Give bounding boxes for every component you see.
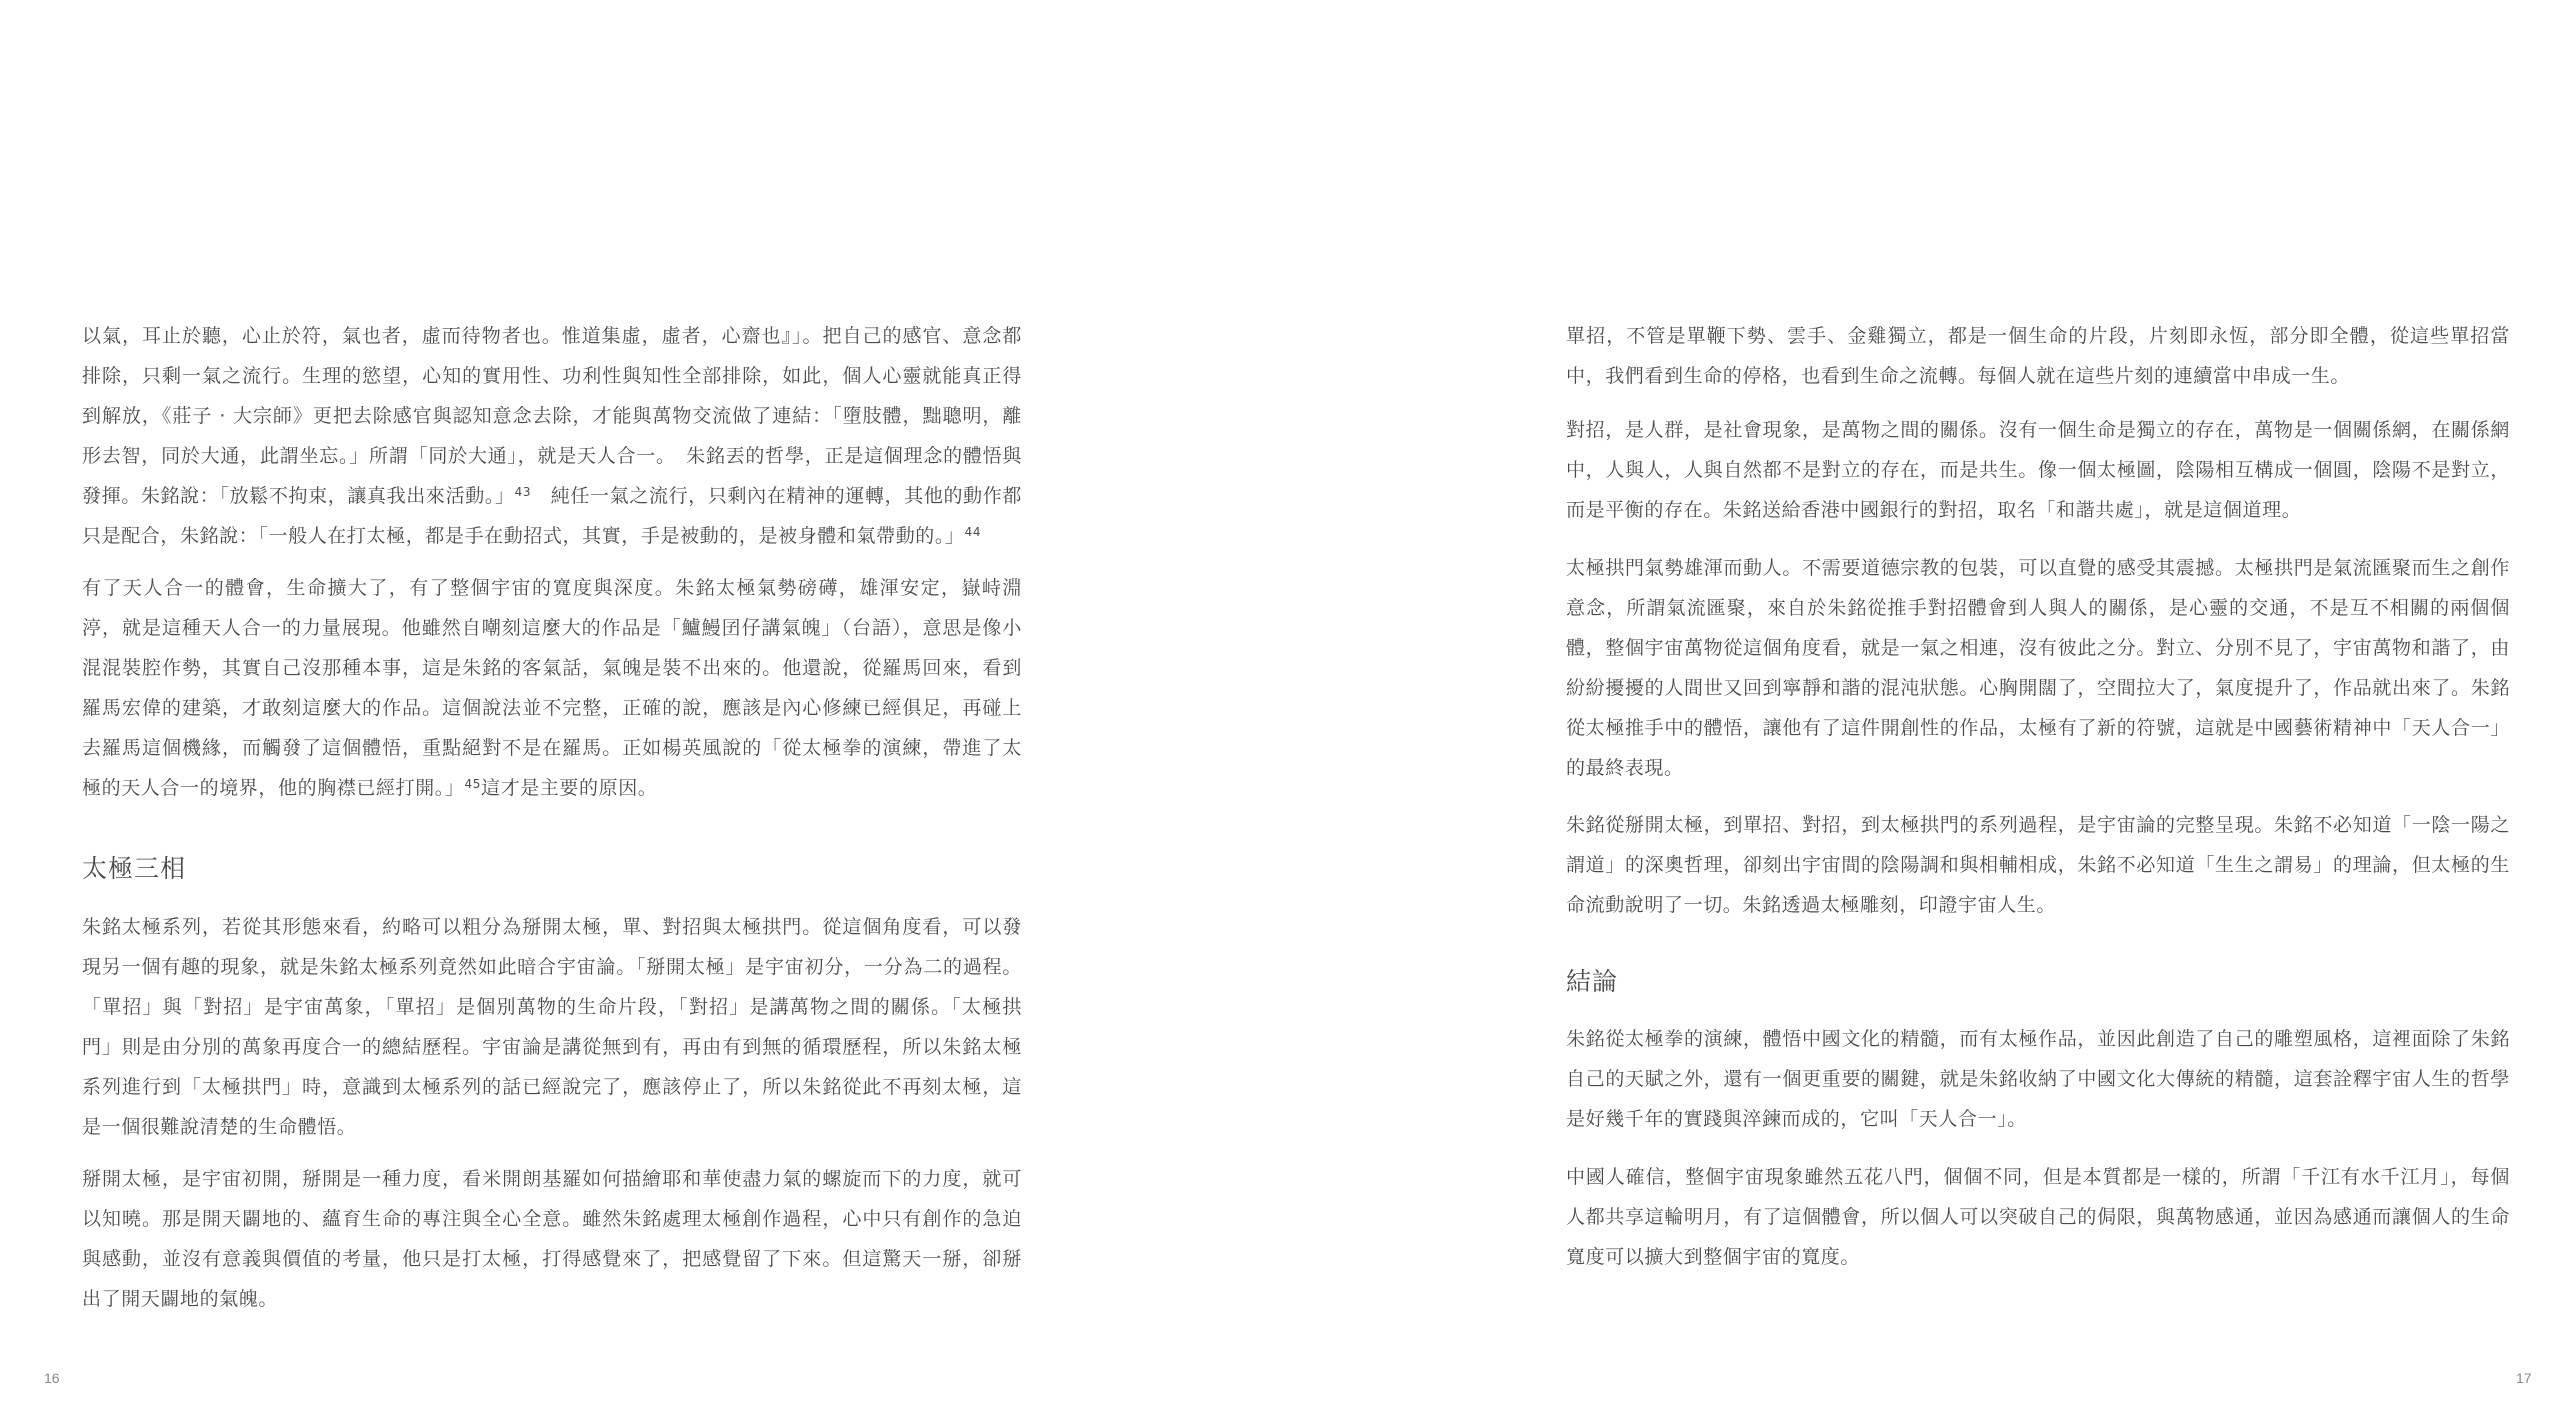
- paragraph: 太極拱門氣勢雄渾而動人。不需要道德宗教的包裝，可以直覺的感受其震撼。太極拱門是氣流匯聚而生之創作意念，所謂氣流匯聚，來自於朱銘從推手對招體會到人與人的關係，是心靈的交通，不是互不相關的兩個個體，整個宇宙萬物從這個角度看，就是一氣之相連，沒有彼此之分。對立、分別不見了，宇宙萬物和諧了，由紛紛擾擾的人間世又回到寧靜和諧的混沌狀態。心胸開闊了，空間拉大了，氣度提升了，作品就出來了。朱銘從太極推手中的體悟，讓他有了這件開創性的作品，太極有了新的符號，這就是中國藝術精神中「天人合一」的最終表現。: [1566, 557, 2510, 779]
- page-number: 17: [2516, 1370, 2532, 1386]
- section-heading: 結論: [1566, 967, 1619, 996]
- paragraph: 朱銘太極系列，若從其形態來看，約略可以粗分為掰開太極，單、對招與太極拱門。從這個角度看，可以發現另一個有趣的現象，就是朱銘太極系列竟然如此暗合宇宙論。「掰開太極」是宇宙初分，一分為二的過程。「單招」與「對招」是宇宙萬象，「單招」是個別萬物的生命片段，「對招」是講萬物之間的關係。「太極拱門」則是由分別的萬象再度合一的總結歷程。宇宙論是講從無到有，再由有到無的循環歷程，所以朱銘太極系列進行到「太極拱門」時，意識到太極系列的話已經說完了，應該停止了，所以朱銘從此不再刻太極，這是一個很難說清楚的生命體悟。: [82, 916, 1022, 1138]
- footnote-ref: 45: [464, 777, 481, 791]
- paragraph: 朱銘從太極拳的演練，體悟中國文化的精髓，而有太極作品，並因此創造了自己的雕塑風格，這裡面除了朱銘自己的天賦之外，還有一個更重要的關鍵，就是朱銘收納了中國文化大傳統的精髓，這套詮釋宇宙人生的哲學是好幾千年的實踐與淬鍊而成的，它叫「天人合一」。: [1566, 1028, 2510, 1130]
- paragraph: 單招，不管是單鞭下勢、雲手、金雞獨立，都是一個生命的片段，片刻即永恆，部分即全體，從這些單招當中，我們看到生命的停格，也看到生命之流轉。每個人就在這些片刻的連續當中串成一生。: [1566, 325, 2510, 387]
- paragraph: 掰開太極，是宇宙初開，掰開是一種力度，看米開朗基羅如何描繪耶和華使盡力氣的螺旋而下的力度，就可以知曉。那是開天闢地的、蘊育生命的專注與全心全意。雖然朱銘處理太極創作過程，心中只有創作的急迫與感動，並沒有意義與價值的考量，他只是打太極，打得感覺來了，把感覺留了下來。但這驚天一掰，卻掰出了開天闢地的氣魄。: [82, 1168, 1022, 1310]
- footnote-ref: 43: [514, 485, 532, 499]
- footnote-ref: 44: [964, 525, 982, 539]
- section-heading: 太極三相: [82, 854, 187, 883]
- paragraph: 朱銘從掰開太極，到單招、對招，到太極拱門的系列過程，是宇宙論的完整呈現。朱銘不必知道「一陰一陽之謂道」的深奧哲理，卻刻出宇宙間的陰陽調和與相輔相成，朱銘不必知道「生生之謂易」的理論，但太極的生命流動說明了一切。朱銘透過太極雕刻，印證宇宙人生。: [1566, 814, 2510, 916]
- paragraph: 對招，是人群，是社會現象，是萬物之間的關係。沒有一個生命是獨立的存在，萬物是一個關係網，在關係網中，人與人，人與自然都不是對立的存在，而是共生。像一個太極圖，陰陽相互構成一個圓，陰陽不是對立，而是平衡的存在。朱銘送給香港中國銀行的對招，取名「和諧共處」，就是這個道理。: [1566, 419, 2510, 521]
- page-number: 16: [44, 1370, 60, 1386]
- right-page: [1566, 0, 2510, 1416]
- paragraph: 以氣，耳止於聽，心止於符，氣也者，虛而待物者也。惟道集虛，虛者，心齋也』」。把自己的感官、意念都排除，只剩一氣之流行。生理的慾望，心知的實用性、功利性與知性全部排除，如此，個人心靈就能真正得到解放，《莊子 ‧ 大宗師》更把去除感官與認知意念去除，才能與萬物交流做了連結：「墮肢體，黜聰明，離形去智，同於大通，此謂坐忘。」所謂「同於大通」，就是天人合一。 朱銘丟的哲學，正是這個理念的體悟與發揮。朱銘說：「放鬆不拘束，讓真我出來活動。」$^{43}$ 純任一氣之流行，只剩內在精神的運轉，其他的動作都只是配合，朱銘說：「一般人在打太極，都是手在動招式，其實，手是被動的，是被身體和氣帶動的。」$^{44}$: [82, 325, 1022, 547]
- paragraph: 有了天人合一的體會，生命擴大了，有了整個宇宙的寬度與深度。朱銘太極氣勢磅礡，雄渾安定，嶽峙淵渟，就是這種天人合一的力量展現。他雖然自嘲刻這麼大的作品是「鱸鰻囝仔講氣魄」（台語），意思是像小混混裝腔作勢，其實自己沒那種本事，這是朱銘的客氣話，氣魄是裝不出來的。他還說，從羅馬回來，看到羅馬宏偉的建築，才敢刻這麼大的作品。這個說法並不完整，正確的說，應該是內心修練已經俱足，再碰上去羅馬這個機緣，而觸發了這個體悟，重點絕對不是在羅馬。正如楊英風說的「從太極拳的演練，帶進了太極的天人合一的境界，他的胸襟已經打開。」$^{45}$這才是主要的原因。: [82, 577, 1022, 799]
- paragraph: 中國人確信，整個宇宙現象雖然五花八門，個個不同，但是本質都是一樣的，所謂「千江有水千江月」，每個人都共享這輪明月，有了這個體會，所以個人可以突破自己的侷限，與萬物感通，並因為感通而讓個人的生命寬度可以擴大到整個宇宙的寬度。: [1566, 1166, 2510, 1268]
- left-page: [82, 0, 1022, 1416]
